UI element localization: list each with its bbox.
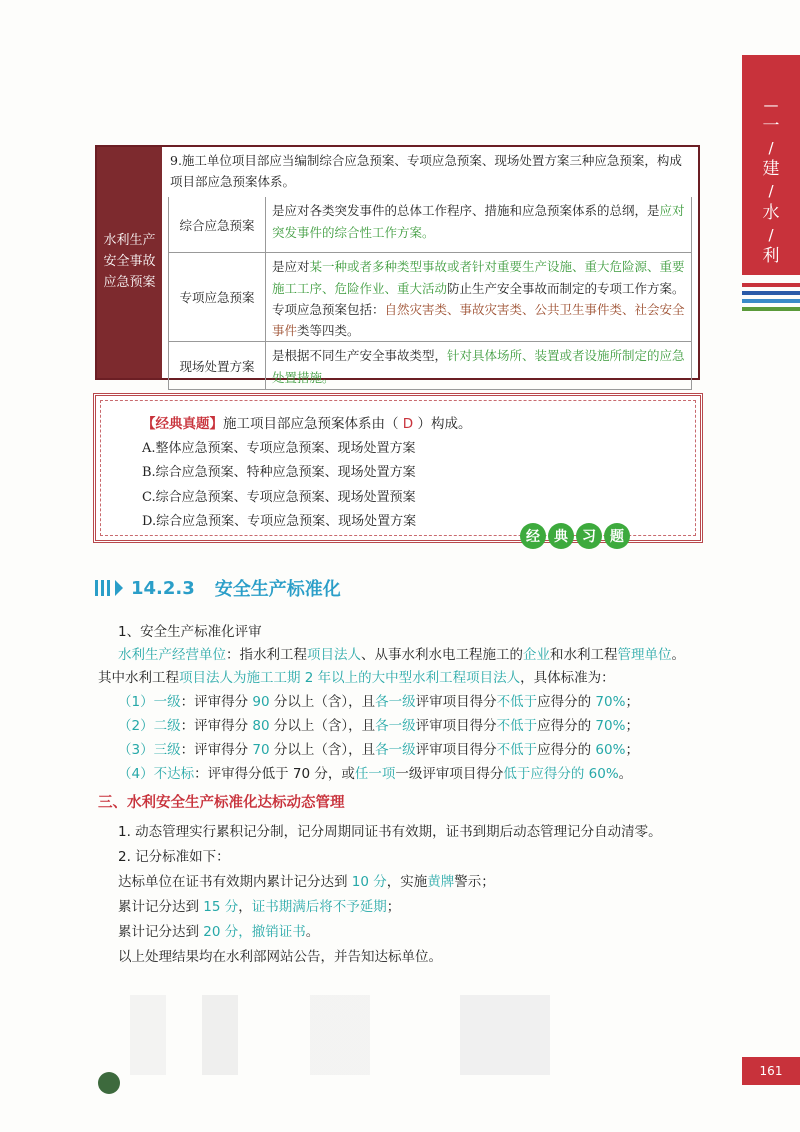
emergency-plan-table xyxy=(95,145,700,385)
question-stem: 【经典真题】施工项目部应急预案体系由（ D ）构成。 xyxy=(142,416,472,432)
subheading: 1、安全生产标准化评审 xyxy=(118,624,262,640)
plan-description: 是根据不同生产安全事故类型，针对具体场所、装置或者设施所制定的应急处置措施。 xyxy=(272,348,685,385)
plan-name: 专项应急预案 xyxy=(169,253,266,341)
grade-line: （4）不达标：评审得分低于 70 分，或任一项一级评审项目得分低于应得分的 60%。 xyxy=(118,766,633,782)
chapter-side-tab: — 一 / 建 / 水 / 利 xyxy=(742,55,800,275)
section-title: 安全生产标准化 xyxy=(214,579,341,600)
table-row xyxy=(169,341,691,389)
classic-question-box xyxy=(93,393,703,543)
table-category-cell: 水利生产安全事故应急预案 xyxy=(97,147,162,378)
plan-name: 现场处置方案 xyxy=(169,342,266,389)
subsection-heading: 三、水利安全生产标准化达标动态管理 xyxy=(98,795,345,811)
paragraph: 累计记分达到 15 分，证书期满后将不予延期； xyxy=(118,899,401,915)
question-option: B.综合应急预案、特种应急预案、现场处置方案 xyxy=(142,465,416,480)
grade-line: （2）二级：评审得分 80 分以上（含），且各一级评审项目得分不低于应得分的 70%； xyxy=(118,718,639,734)
book-corner-icon xyxy=(98,1072,120,1094)
plan-name: 综合应急预案 xyxy=(169,197,266,252)
paragraph: 水利生产经营单位：指水利工程项目法人、从事水利水电工程施工的企业和水利工程管理单位。 xyxy=(118,647,685,663)
table-heading: 9.施工单位项目部应当编制综合应急预案、专项应急预案、现场处置方案三种应急预案，构成项目部应急预案体系。 xyxy=(170,153,682,189)
side-tab-char: 一 xyxy=(762,116,780,137)
paragraph: 1. 动态管理实行累积记分制，记分周期同证书有效期，证书到期后动态管理记分自动清零。 xyxy=(118,824,662,840)
grade-line: （3）三级：评审得分 70 分以上（含），且各一级评审项目得分不低于应得分的 60%； xyxy=(118,742,639,758)
paragraph: 其中水利工程项目法人为施工工期 2 年以上的大中型水利工程项目法人，具体标准为： xyxy=(98,670,615,686)
paragraph: 2. 记分标准如下： xyxy=(118,849,230,865)
table-row xyxy=(169,197,691,252)
side-tab-char: 水 xyxy=(762,202,780,223)
section-number: 14.2.3 xyxy=(131,577,195,599)
plan-description: 是应对某一种或者多种类型事故或者针对重要生产设施、重大危险源、重要施工工序、危险作业、重大活动防止生产安全事故而制定的专项工作方案。专项应急预案包括：自然灾害类、事故灾害类、公共卫生事件类、社会安全事件类等四类。 xyxy=(272,259,685,338)
paragraph: 以上处理结果均在水利部网站公告，并告知达标单位。 xyxy=(118,949,442,965)
question-option: C.综合应急预案、专项应急预案、现场处置预案 xyxy=(142,489,416,505)
question-option: A.整体应急预案、专项应急预案、现场处置方案 xyxy=(142,440,416,456)
faded-background-image xyxy=(130,995,730,1075)
question-answer: D xyxy=(398,416,418,432)
paragraph: 达标单位在证书有效期内累计记分达到 10 分，实施黄牌警示； xyxy=(118,874,495,890)
decorative-stripes xyxy=(742,283,800,315)
table-row xyxy=(169,252,691,341)
side-tab-char: 利 xyxy=(762,245,780,266)
plan-description: 是应对各类突发事件的总体工作程序、措施和应急预案体系的总纲，是应对突发事件的综合性工作方案。 xyxy=(272,203,685,240)
page-number: 161 xyxy=(742,1057,800,1085)
paragraph: 累计记分达到 20 分，撤销证书。 xyxy=(118,924,320,940)
question-option: D.综合应急预案、专项应急预案、现场处置方案 xyxy=(142,514,417,529)
classic-exercise-badge: 经 典 习 题 xyxy=(520,523,632,551)
side-tab-char: 建 xyxy=(762,159,780,180)
section-marker-icon xyxy=(95,580,123,596)
section-heading xyxy=(95,575,341,601)
grade-line: （1）一级：评审得分 90 分以上（含），且各一级评审项目得分不低于应得分的 70%； xyxy=(118,694,639,710)
